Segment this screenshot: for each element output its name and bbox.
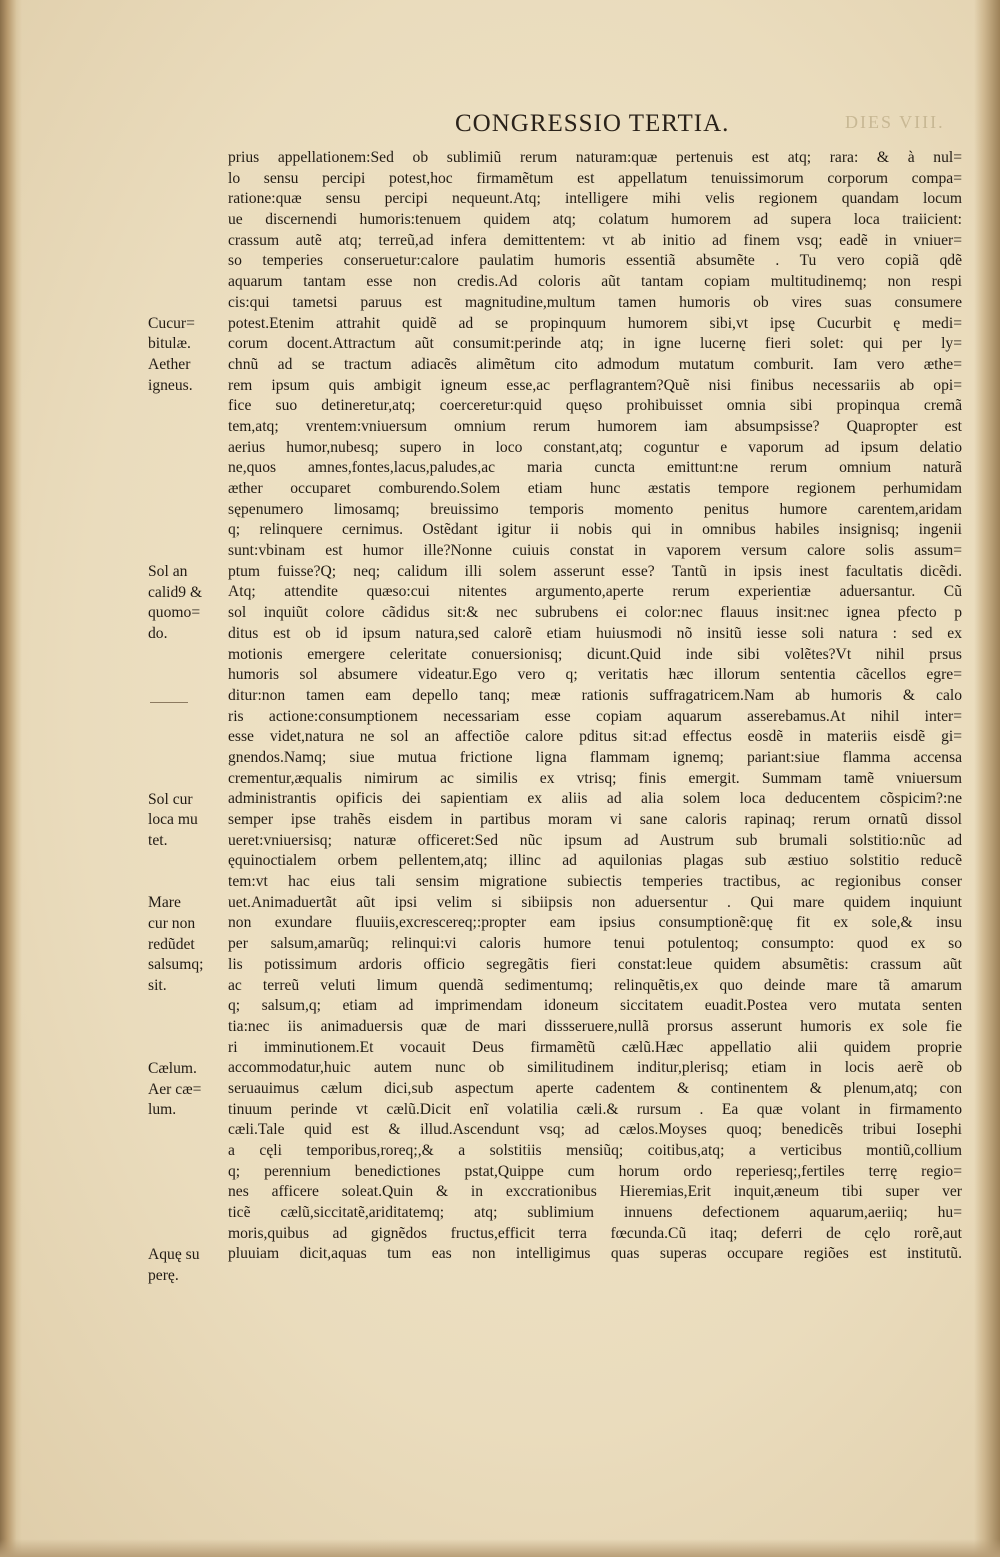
- text-line: ri imminutionem.Et vocauit Deus firmamẽtũ cælũ.Hæc appellatio alii quidem proprie: [228, 1038, 962, 1056]
- marginal-rule: [150, 702, 188, 703]
- page-gutter: [0, 0, 22, 1557]
- text-line: nes afficere soleat.Quin & in exccrationibus Hieremias,Erit inquit,æneum tibi super ver: [228, 1183, 962, 1201]
- text-line: so temperies conseruetur:calore paulatim humoris essentiã absumẽte . Tu vero copiã qdẽ: [228, 252, 962, 270]
- marginal-note-line: Aether: [148, 356, 191, 373]
- marginal-note-line: tet.: [148, 832, 168, 850]
- marginal-note-line: redũdet: [148, 935, 195, 953]
- marginal-note: [148, 893, 228, 996]
- text-line: humoris sol absumere videatur.Ego vero q; veritatis hæc illorum sententia cãcellos egre=: [228, 666, 962, 684]
- text-line: uet.Animaduertãt aũt ipsi velim si sibiipsis non aduersentur . Qui mare quidem inquiunt: [228, 893, 962, 911]
- text-line: aquarum tantam esse non credis.Ad coloris aũt tantam copiam multitudinemq; non respi: [228, 273, 962, 291]
- text-line: lis potissimum ardoris officio segregãtis fieri constat:leue quidem absumẽtis: crassum aũt: [228, 955, 962, 973]
- marginal-note-line: perę.: [148, 1266, 179, 1284]
- text-line: cis:qui tametsi paruus est magnitudine,multum tamen humoris ob vires suas consumere: [228, 293, 962, 311]
- text-line: lo sensu percipi potest,hoc firmamẽtum est appellatum tenuissimorum corporum compa=: [228, 169, 962, 187]
- text-line: accommodatur,huic autem nunc ob similitudinem inditur,plerisq; etiam in locis aerẽ ob: [228, 1059, 962, 1077]
- main-text-block: [228, 148, 962, 1265]
- page-fore-edge: [974, 0, 1000, 1557]
- text-line: motionis emergere celeritate conuersionisq; dicunt.Quid inde sibi volẽtes?Vt nihil prsus: [228, 645, 962, 663]
- marginal-note: [148, 1059, 228, 1080]
- text-line: crementur,æqualis nimirum ac similis ex vtrisq; finis emergit. Summam tamẽ vniuersum: [228, 769, 962, 787]
- text-line: moris,quibus ad gignẽdos fructus,efficit terra fœcunda.Cũ itaq; deferri de cęlo rorẽ,aut: [228, 1224, 962, 1242]
- text-line: ris actione:consumptionem necessariam esse copiam aquarum asserebamus.At nihil inter=: [228, 707, 962, 725]
- text-line: per salsum,amarũq; relinqui:vi caloris humore tenui potulentoq; consumpto: quod ex so: [228, 935, 962, 953]
- marginal-note-line: bitulæ.: [148, 335, 191, 353]
- marginal-note-line: quomo=: [148, 604, 201, 622]
- text-line: crassum autẽ atq; terreũ,ad infera demittentem: vt ab initio ad finem vsq; eadẽ in vniuer=: [228, 231, 962, 249]
- marginal-note-line: calid9 &: [148, 583, 203, 601]
- text-line: non exundare fluuiis,excrescereq;:propter eam ipsius consumptionẽ:quę fit ex sole,& insu: [228, 914, 962, 932]
- text-line: ne,quos amnes,fontes,lacus,paludes,ac maria cuncta emittunt:ne rerum omnium naturã: [228, 459, 962, 477]
- marginal-note-line: igneus.: [148, 376, 193, 394]
- text-line: semper ipse trahẽs eisdem in partibus moram vi sane caloris rapinaq; rerum ornatũ dissol: [228, 811, 962, 828]
- text-line: fice suo detineretur,atq; coerceretur:quid quęso prohibuisset omnia sibi propinqua cremã: [228, 397, 962, 415]
- marginal-note-line: Cælum.: [148, 1059, 197, 1077]
- text-line: ticẽ cælũ,siccitatẽ,ariditatemq; atq; sublimium innuens defectionem aquarum,aeriiq; hu=: [228, 1204, 962, 1222]
- marginal-note-line: Mare: [148, 894, 181, 912]
- text-line: administrantis opificis dei sapientiam ex aliis ad alia solem loca deducentem cõspicim?:ne: [228, 790, 962, 808]
- marginal-note-line: salsumq;: [148, 956, 204, 974]
- text-line: cæli.Tale quid est & illud.Ascendunt vsq; ad cælos.Moyses quoq; benedicẽs tribui Iosephi: [228, 1121, 962, 1139]
- text-line: potest.Etenim attrahit quidẽ ad se propinquum humorem sibi,vt ipsę Cucurbit ę medi=: [228, 314, 962, 332]
- marginal-note: [148, 790, 228, 852]
- marginal-note-line: Cucur=: [148, 314, 195, 332]
- text-line: corum docent.Attractum aũt consumit:perinde atq; in igne lucernę fieri solet: qui per ly=: [228, 335, 962, 353]
- marginal-note-line: lum.: [148, 1101, 177, 1119]
- text-line: Atq; attendite quæso:cui nitentes argumento,aperte rerum experientiæ aduersantur. Cũ: [228, 583, 962, 601]
- text-line: esse videt,natura ne sol an affectiõe calore pditus sit:ad effectus eosdẽ in materiis eisdẽ gi=: [228, 728, 962, 746]
- text-line: sol inquiũt colore cãdidus sit:& nec subrubens ei color:nec flauus insit:nec ignea pfecto p: [228, 604, 962, 622]
- text-line: aerius humor,nubesq; supero in loco constant,atq; coguntur e vaporum ad ipsum delatio: [228, 438, 962, 456]
- text-line: q; salsum,q; etiam ad imprimendam idoneum siccitatem euadit.Postea vero mutata senten: [228, 997, 962, 1015]
- text-line: rem ipsum quis ambigit igneum esse,ac perflagrantem?Quẽ nisi finibus necessariis ab opi=: [228, 376, 962, 394]
- marginal-note-line: Aquę su: [148, 1246, 200, 1264]
- text-line: ditus est ob id ipsum natura,sed calorẽ etiam huiusmodi nõ insitũ iesse soli natura : sed ex: [228, 624, 962, 642]
- marginal-note: [148, 1080, 228, 1121]
- marginal-note: [148, 314, 228, 355]
- text-line: ęquinoctialem orbem pellentem,atq; illinc ad aquilonias plagas sub æstiuo solstitio reducẽ: [228, 852, 962, 870]
- text-line: chnũ ad se tractum adiacẽs alimẽtum cito admodum mutatum comburit. Iam vero æthe=: [228, 355, 962, 373]
- text-line: seruauimus cælum dici,sub aspectum aperte cadentem & continentem & plenum,atq; con: [228, 1079, 962, 1097]
- running-head: CONGRESSIO TERTIA.: [455, 110, 730, 137]
- text-line: æther occuparet comburendo.Solem etiam hunc æstatis tempore regionem perhumidam: [228, 480, 962, 497]
- text-line: a cęli temporibus,roreq;,& a solstitiis mensiũq; coitibus,atq; a verticibus montiũ,collium: [228, 1142, 962, 1159]
- text-line: q; relinquere cernimus. Ostẽdant igitur ii nobis qui in omnibus habiles insignisq; ingenii: [228, 521, 962, 539]
- text-line: sępenumero limosamq; breuissimo temporis momento penitus humore carentem,aridam: [228, 500, 962, 518]
- marginal-note: [148, 355, 228, 396]
- text-line: ue discernendi humoris:tenuem quidem atq; colatum humorem ad supera loca traiicient:: [228, 211, 962, 229]
- text-line: ratione:quæ sensu percipi nequeunt.Atq; intelligere mihi velis regionem quandam locum: [228, 190, 962, 208]
- text-line: prius appellationem:Sed ob sublimiũ rerum naturam:quæ pertenuis est atq; rara: & à nul=: [228, 149, 962, 166]
- show-through-heading: DIES VIII.: [845, 112, 945, 132]
- text-line: tem:vt hac eius tali sensim migratione subiectis temperies tractibus, ac regionibus conser: [228, 873, 962, 891]
- marginalia-column: [148, 0, 228, 1557]
- text-line: q; perennium benedictiones pstat,Quippe cum horum ordo reperiesq;,fertiles terrę regio=: [228, 1162, 962, 1180]
- text-line: gnendos.Namq; siue mutua frictione ligna flammam ignemq; pariant:siue flamma accensa: [228, 748, 962, 766]
- marginal-note-line: Sol an: [148, 563, 188, 580]
- marginal-note-line: cur non: [148, 914, 196, 932]
- text-line: sunt:vbinam est humor ille?Nonne cuiuis constat in vaporem versum calore solis assum=: [228, 542, 962, 560]
- marginal-note-line: do.: [148, 625, 168, 643]
- text-line: tem,atq; vrentem:vniuersum omnium rerum humorem iam absumpsisse? Quapropter est: [228, 417, 962, 435]
- text-line: ueret:vniuersisq; naturæ officeret:Sed nũc ipsum ad Austrum sub brumali solstitio:nũc ad: [228, 831, 962, 849]
- marginal-note-line: Sol cur: [148, 790, 193, 808]
- marginal-note-line: sit.: [148, 976, 167, 994]
- text-line: pluuiam dicit,aquas tum eas non intelligimus quas superas occupare regiões est institutũ.: [228, 1245, 962, 1263]
- marginal-note-line: Aer cæ=: [148, 1080, 202, 1098]
- text-line: ditur:non tamen eam depello tanq; meæ rationis suffragatricem.Nam ab humoris & calo: [228, 686, 962, 704]
- marginal-note: [148, 562, 228, 645]
- marginal-note: [148, 1245, 228, 1286]
- text-line: tinuum perinde vt cælũ.Dicit enĩ volatilia cæli.& rursum . Ea quæ volant in firmamento: [228, 1100, 962, 1118]
- marginal-note-line: loca mu: [148, 811, 198, 829]
- text-line: tia:nec iis animaduersis quæ de mari dissseruere,nullã prorsus asserunt humoris ex sole fie: [228, 1017, 962, 1035]
- text-line: ac terreũ veluti limum quendã sedimentumq; relinquẽtis,ex quo deinde mare tã amarum: [228, 976, 962, 994]
- text-line: ptum fuisse?Q; neq; calidum illi solem asserunt esse? Tantũ in ipsis inest facultatis dicẽdi.: [228, 562, 962, 580]
